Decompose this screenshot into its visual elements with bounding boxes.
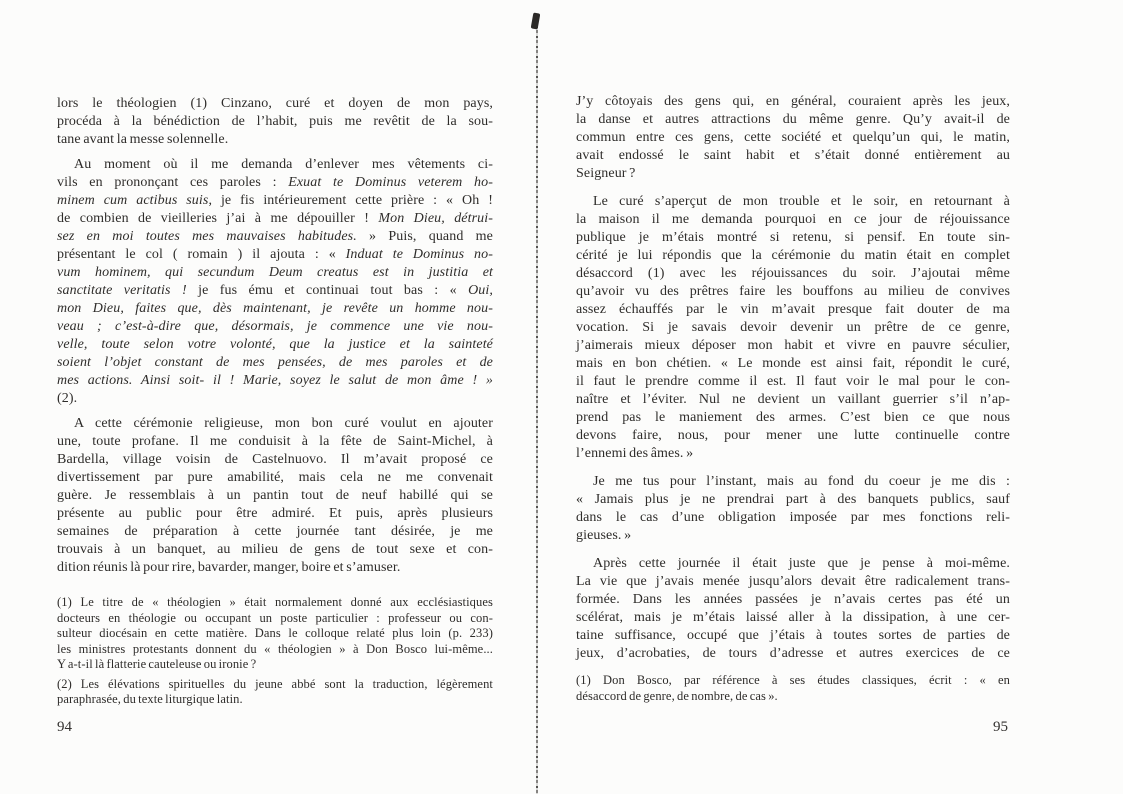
text-line: avait endossé le saint habit et s’était donné entièrement au [576, 148, 1010, 163]
text-line: lors le théologien (1) Cinzano, curé et doyen de mon pays, [57, 96, 493, 111]
text-line: de combien de vieilleries j’ai à me dépouiller ! Mon Dieu, détrui- [57, 211, 493, 226]
text-line: la maison il me demanda pourquoi en ce jour de réjouissance [576, 212, 1010, 227]
paragraph [576, 673, 1010, 704]
text-line: Après cette journée il était juste que je pense à moi-même. [593, 556, 1010, 571]
text-line: soient l’objet constant de mes pensées, de mes paroles et de [57, 355, 493, 370]
text-line: « Jamais plus je ne prendrai part à des banquets publics, sauf [576, 492, 1010, 507]
text-line: procéda à la bénédiction de l’habit, puis me revêtit de la sou- [57, 114, 493, 129]
text-line: la danse et autres attractions du même genre. Qu’y avait-il de [576, 112, 1010, 127]
text-line: désaccord de genre, de nombre, de cas ». [576, 688, 778, 703]
text-line: velle, toute selon votre volonté, que la justice et la sainteté [57, 337, 493, 352]
text-line: sanctitate veritatis ! je fus ému et continuai tout bas : « Oui, [57, 283, 493, 298]
text-line: vils en prononçant ces paroles : Exuat te Dominus veterem ho- [57, 175, 493, 190]
text-line: scélérat, mais je m’étais laissé aller à la dissipation, à une cer- [576, 610, 1010, 625]
text-line: Y a-t-il là flatterie cauteleuse ou ironie ? [57, 657, 257, 671]
text-line: J’y côtoyais des gens qui, en général, couraient après les jeux, [576, 94, 1010, 109]
text-line: sulteur diocésain en cette matière. Dans le colloque relaté plus loin (p. 233) [57, 626, 493, 640]
paragraph [576, 193, 1010, 463]
text-line: taine suffisance, occupé que j’étais à toutes sortes de parties de [576, 628, 1010, 643]
text-line: publique je m’étais montré si retenu, si pensif. En toute sin- [576, 230, 1010, 245]
left-page-footnotes [57, 595, 493, 712]
text-line: guère. Je ressemblais à un pantin tout de neuf habillé qui se [57, 488, 493, 503]
text-line: prend pas le maniement des armes. C’est bien ce que nous [576, 410, 1010, 425]
left-page-body-text [57, 95, 493, 577]
text-line: j’aimerais mieux déposer mon habit et vivre en pauvre séculier, [576, 338, 1010, 353]
text-line: présentant le col ( romain ) il ajouta : « Induat te Dominus no- [57, 247, 493, 262]
left-page-number: 94 [57, 719, 72, 735]
text-line: l’ennemi des âmes. » [576, 446, 694, 461]
text-line: A cette cérémonie religieuse, mon bon curé voulut en ajouter [74, 416, 493, 431]
paragraph [57, 595, 493, 673]
paragraph [576, 473, 1010, 545]
text-line: Je me tus pour l’instant, mais au fond du coeur je me dis : [593, 474, 1010, 489]
text-line: divertissement par pure amabilité, mais cela ne me convenait [57, 470, 493, 485]
text-line: une, toute profane. Il me conduisit à la fête de Saint-Michel, à [57, 434, 493, 449]
text-line: (2) Les élévations spirituelles du jeune abbé sont la traduction, légèrement [57, 676, 493, 691]
text-line: Seigneur ? [576, 166, 636, 181]
paragraph [576, 555, 1010, 663]
text-line: minem cum actibus suis, je fis intérieurement cette prière : « Oh ! [57, 193, 493, 208]
text-line: veau ; c’est-à-dire que, désormais, je commence une vie nou- [57, 319, 493, 334]
text-line: semaines de préparation à cette journée tant désirée, je me [57, 524, 493, 539]
text-line: docteurs en théologie ou occupant un poste particulier : professeur ou con- [57, 610, 493, 625]
text-line: Bardella, village voisin de Castelnuovo. Il m’avait proposé ce [57, 452, 493, 467]
text-line: désaccord (1) avec les réjouissances du soir. J’ajoutai même [576, 266, 1010, 281]
text-line: dition réunis là pour rire, bavarder, manger, boire et s’amuser. [57, 560, 401, 575]
paragraph [57, 415, 493, 577]
text-line: mes actions. Ainsi soit- il ! Marie, soyez le salut de mon âme ! » [57, 373, 493, 388]
text-line: assez échauffés par le vin m’avait presque fait douter de ma [576, 302, 1010, 317]
right-page-footnotes [576, 673, 1010, 708]
text-line: qu’avoir vu des prêtres faire les bouffons au milieu de convives [576, 284, 1010, 299]
paragraph [57, 677, 493, 708]
text-line: tane avant la messe solennelle. [57, 132, 229, 147]
text-line: (1) Le titre de « théologien » était normalement donné aux ecclésiastiques [57, 595, 493, 609]
text-line: vocation. Si je savais devoir devenir un prêtre de ce genre, [576, 320, 1010, 335]
text-line: trouvais à un banquet, au milieu de gens de tout sexe et con- [57, 542, 493, 557]
text-line: gieuses. » [576, 528, 632, 543]
text-line: naître et l’éviter. Nul ne devient un vaillant guerrier s’il n’ap- [576, 392, 1010, 407]
text-line: (2). [57, 391, 78, 406]
text-line: les ministres protestants donnent du « théologien » à Don Bosco lui-même... [57, 641, 493, 656]
text-line: La vie que j’avais menée jusqu’alors devait être radicalement trans- [576, 574, 1010, 589]
text-line: cérité je lui répondis que la cérémonie du matin était en complet [576, 248, 1010, 263]
paragraph [57, 95, 493, 149]
text-line: il faut le prendre comme il est. Il faut voir le mal pour le con- [576, 374, 1010, 389]
book-gutter-top-mark [531, 13, 541, 30]
text-line: devons faire, nous, pour mener une lutte continuelle contre [576, 428, 1010, 443]
text-line: formée. Dans les années passées je n’avais certes pas été un [576, 592, 1010, 607]
right-page-number: 95 [993, 719, 1008, 735]
text-line: commun entre ces gens, cette société et quelqu’un qui, le matin, [576, 130, 1010, 145]
left-page [57, 95, 493, 785]
text-line: vum hominem, qui secundum Deum creatus est in justitia et [57, 265, 493, 280]
text-line: dans le cas d’une obligation imposée par mes fonctions reli- [576, 510, 1010, 525]
text-line: Le curé s’aperçut de mon trouble et le soir, en retournant à [593, 194, 1010, 209]
text-line: (1) Don Bosco, par référence à ses études classiques, écrit : « en [576, 673, 1010, 687]
right-page-body-text [576, 93, 1010, 663]
text-line: paraphrasée, du texte liturgique latin. [57, 692, 243, 706]
text-line: Au moment où il me demanda d’enlever mes vêtements ci- [74, 157, 493, 172]
paragraph [576, 93, 1010, 183]
text-line: jeux, d’acrobaties, de tours d’adresse et autres exercices de ce [576, 646, 1010, 661]
right-page [576, 93, 1010, 783]
text-line: présente au public pour être admiré. Et puis, après plusieurs [57, 506, 493, 521]
paragraph [57, 156, 493, 408]
text-line: mon Dieu, faites que, dès maintenant, je revête un homme nou- [57, 301, 493, 316]
book-gutter-line [536, 16, 538, 794]
text-line: mais en bon chétien. « Le monde est ainsi fait, répondit le curé, [576, 356, 1010, 371]
text-line: sez en moi toutes mes mauvaises habitudes. » Puis, quand me [57, 229, 493, 244]
